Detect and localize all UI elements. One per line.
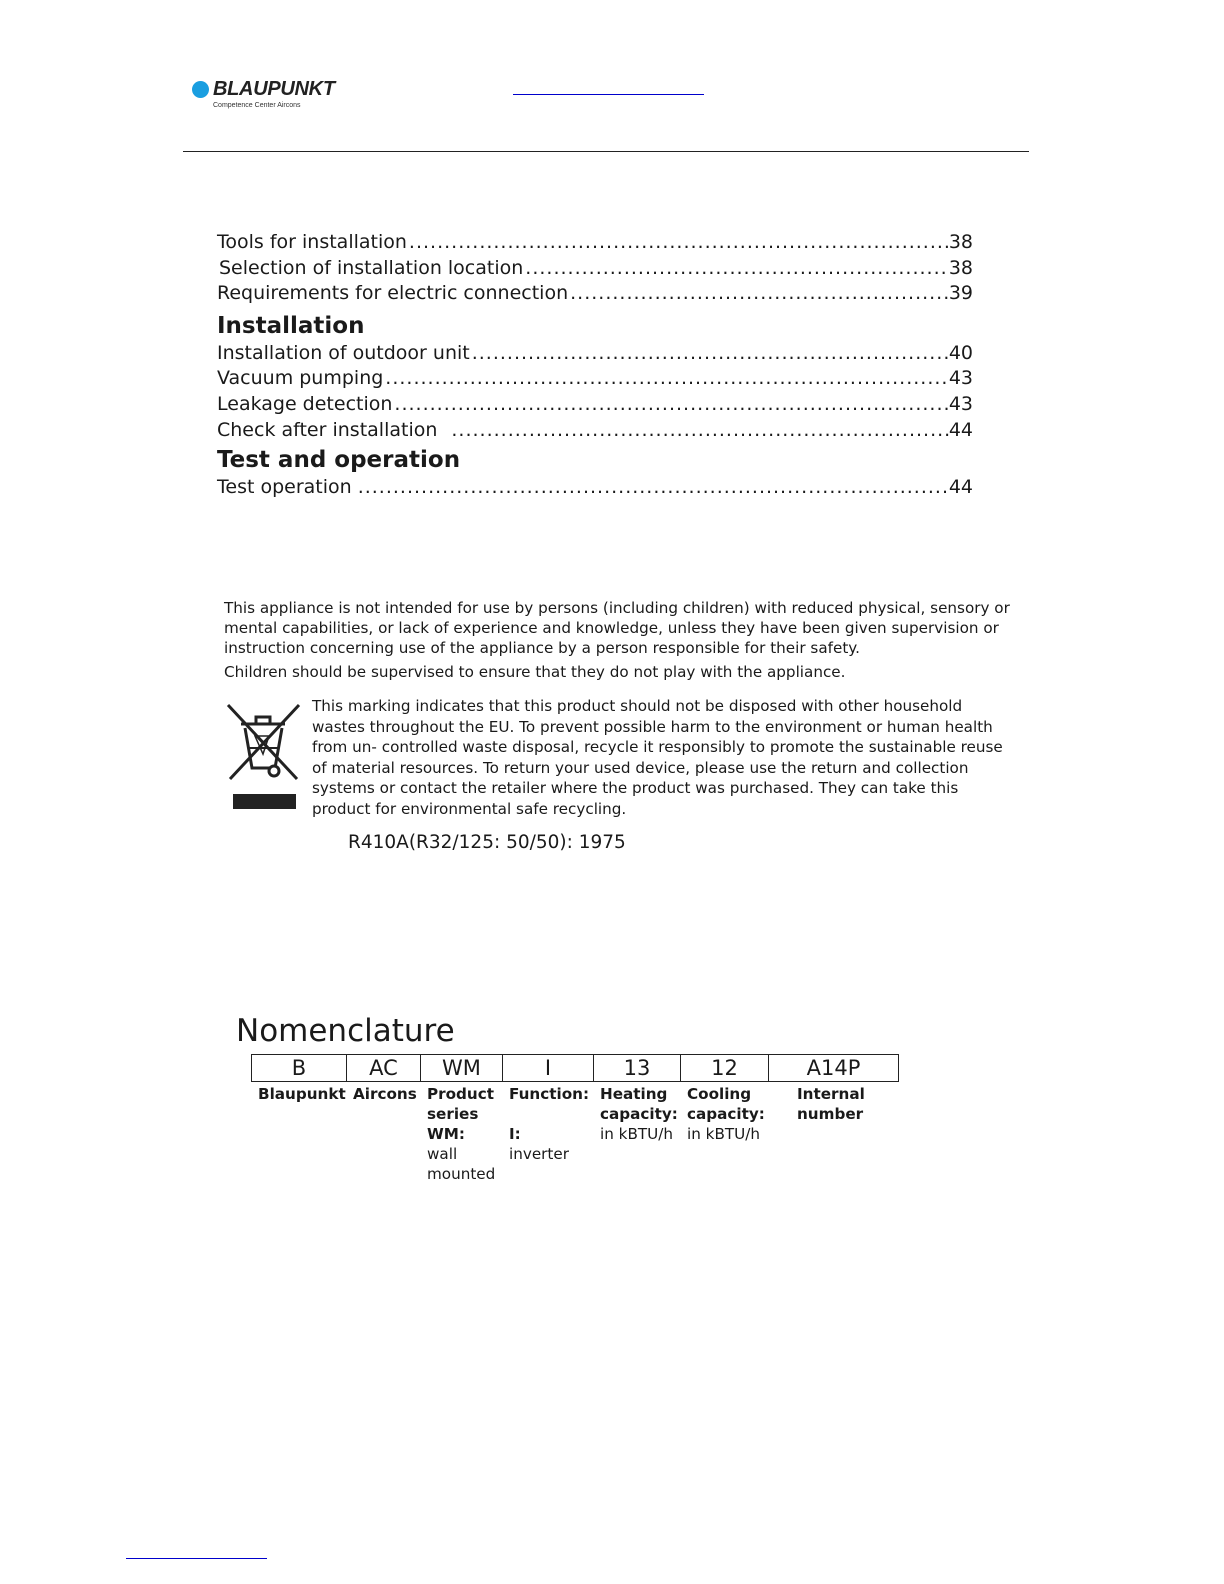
nomenclature-desc [600,1084,682,1144]
desc-label: Product series [427,1085,495,1123]
toc-heading-installation: Installation [217,312,365,339]
nomenclature-code-table [251,1054,899,1082]
toc-page: 38 [948,256,973,279]
desc-text: wall mounted [427,1145,496,1183]
toc-page: 40 [948,341,973,364]
toc-title: Test operation [217,476,352,499]
weee-disposal-text [312,696,1012,820]
warning-paragraph: Children should be supervised to ensure that they do not play with the appliance. [224,663,846,681]
code-cell: AC [347,1055,421,1082]
toc-title: Installation of outdoor unit [217,341,470,364]
desc-sublabel: WM: [427,1125,465,1143]
toc-page: 39 [948,282,973,305]
nomenclature-desc [687,1084,769,1144]
desc-label: Internal number [797,1085,865,1123]
logo-subtitle: Competence Center Aircons [213,102,301,109]
nomenclature-desc [427,1084,503,1184]
weee-paragraph: This marking indicates that this product should not be disposed with other household wastes throughout the EU. To prevent possible harm to the environment or human health from un- controlled waste disposal, recycle it responsibly to promote the sustainable reuse of material resources. To return your used device, please use the return and collection systems or contact the retailer where the product was purchased. They can take this product for environmental safe recycling. [312,697,1003,818]
desc-label: Aircons [353,1085,417,1103]
refrigerant-gwp: R410A(R32/125: 50/50): 1975 [348,832,626,853]
toc-row [217,282,973,308]
code-cell: WM [421,1055,503,1082]
crossed-out-wheelie-bin-icon [225,702,301,812]
toc-title: Vacuum pumping [217,367,384,390]
nomenclature-title: Nomenclature [236,1013,455,1049]
toc-page: 44 [948,476,973,499]
desc-label: Heating capacity: [600,1085,678,1123]
toc-row [217,393,973,419]
toc-leader [451,419,948,441]
toc-leader [570,282,949,304]
nomenclature-desc [797,1084,877,1124]
code-cell: A14P [769,1055,899,1082]
toc-title: Selection of installation location [219,256,524,279]
toc-title: Tools for installation [217,231,407,253]
toc-heading-test: Test and operation [217,447,461,474]
toc-page: 43 [948,392,973,415]
toc-leader [525,257,949,279]
header-divider [183,151,1029,152]
logo-dot-icon [192,81,209,98]
desc-text: in kBTU/h [600,1125,674,1143]
toc-row [217,419,973,445]
toc-leader [394,393,948,415]
toc-row [217,367,973,393]
desc-label: Function: [509,1085,590,1103]
code-cell: I [503,1055,594,1082]
desc-label: Cooling capacity: [687,1085,765,1123]
toc-leader [409,231,949,253]
toc-leader [385,367,949,389]
nomenclature-desc [258,1084,346,1104]
code-cell: 12 [681,1055,769,1082]
toc-page: 43 [948,367,973,390]
desc-label: Blaupunkt [258,1085,346,1103]
toc-row [217,257,973,283]
toc-page: 44 [948,418,973,441]
warning-paragraph: This appliance is not intended for use by persons (including children) with reduced physical, sensory or mental capabilities, or lack of experience and knowledge, unless they have been given supervision or instruction concerning use of the appliance by a person responsible for their safety. [224,599,1010,657]
footer-link-underline[interactable] [126,1558,267,1559]
table-of-contents [217,231,973,502]
toc-page: 38 [948,231,973,253]
nomenclature-desc [509,1084,595,1164]
nomenclature-desc [353,1084,423,1104]
safety-warning [224,598,1014,682]
desc-sublabel: I: [509,1125,521,1143]
desc-text: inverter [509,1145,569,1163]
toc-leader [358,476,949,498]
toc-row [217,231,973,257]
toc-title: Check after installation [217,418,438,441]
toc-leader [472,342,949,364]
toc-row [217,476,973,502]
header-link-underline[interactable] [513,94,704,95]
logo-brand: BLAUPUNKT [213,78,335,100]
toc-row [217,342,973,368]
toc-title: Leakage detection [217,392,393,415]
code-cell: 13 [594,1055,681,1082]
desc-text: in kBTU/h [687,1125,761,1143]
toc-title: Requirements for electric connection [217,282,569,305]
code-cell: B [252,1055,347,1082]
